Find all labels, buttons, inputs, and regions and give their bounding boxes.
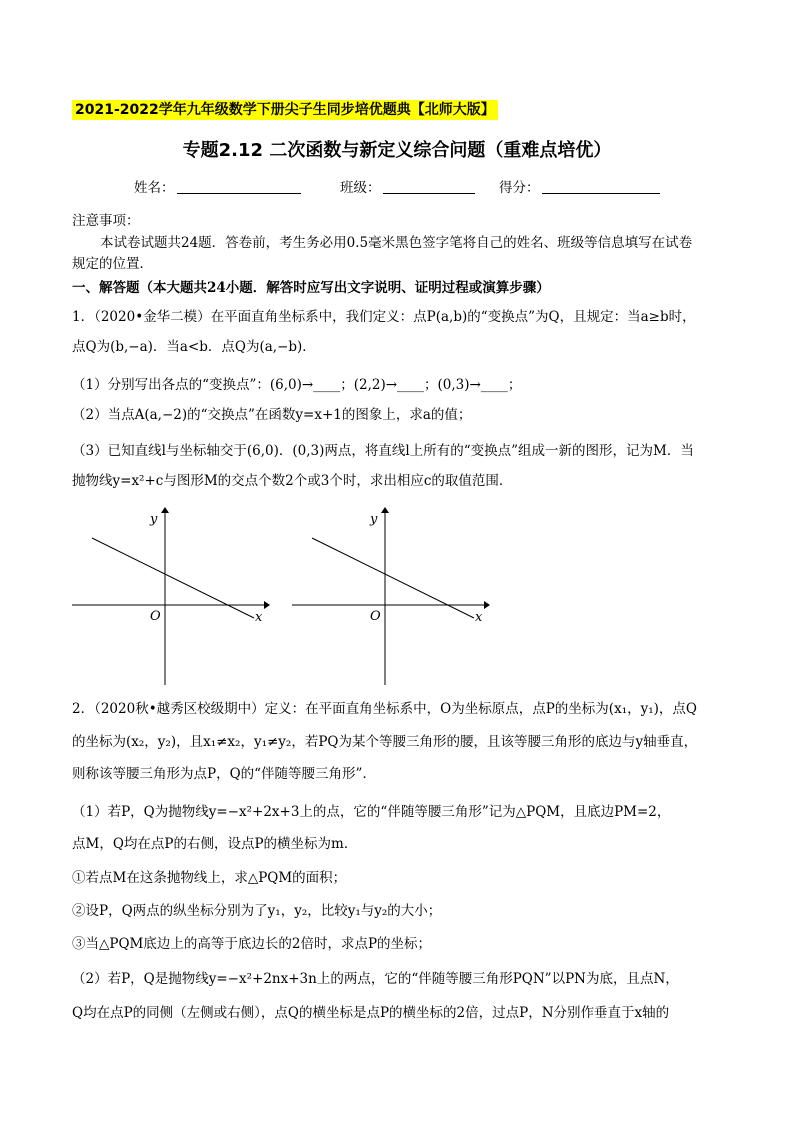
notice-line-2: 规定的位置．	[72, 256, 153, 272]
q1-line-1: 1．（2020•金华二模）在平面直角坐标系中，我们定义：点P(a,b)的“变换点”为Q，且规定：当a≥b时，	[72, 309, 696, 325]
q2-line-2: 的坐标为(x₂，y₂)，且x₁≠x₂，y₁≠y₂，若PQ为某个等腰三角形的腰，且该等腰三角形的底边与y轴垂直，	[72, 734, 698, 750]
line-l	[92, 538, 254, 618]
y-axis-arrow	[161, 507, 169, 513]
origin-label: O	[370, 609, 381, 624]
q1-line-2: 点Q为(b,−a)．当a<b．点Q为(a,−b)．	[72, 339, 316, 355]
q2-line-1: 2．（2020秋•越秀区校级期中）定义：在平面直角坐标系中，O为坐标原点，点P的坐标为(x₁，y₁)，点Q	[72, 701, 697, 717]
score-label: 得分：	[499, 180, 540, 196]
y-axis-label: y	[370, 512, 378, 527]
class-field[interactable]	[340, 176, 475, 196]
line-l	[312, 538, 474, 618]
q1-sub-3-line-1: （3）已知直线l与坐标轴交于(6,0)．(0,3)两点，将直线l上所有的“变换点”组成一新的图形，记为M．当	[72, 443, 694, 459]
notice-line-1: 本试卷试题共24题．答卷前，考生务必用0.5毫米黑色签字笔将自己的姓名、班级等信息填写在试卷	[100, 235, 693, 251]
q2-sub-1-line-2: 点M，Q均在点P的右侧，设点P的横坐标为m．	[72, 836, 358, 852]
name-field[interactable]	[134, 176, 301, 196]
q2-line-3: 则称该等腰三角形为点P，Q的“伴随等腰三角形”．	[72, 766, 376, 782]
coordinate-figure-1	[72, 505, 272, 685]
page-title: 专题2.12 二次函数与新定义综合问题（重难点培优）	[182, 140, 612, 161]
q2-item-1: ①若点M在这条抛物线上，求△PQM的面积；	[72, 870, 347, 886]
class-blank[interactable]	[383, 179, 475, 194]
class-label: 班级：	[340, 180, 381, 196]
score-blank[interactable]	[542, 179, 660, 194]
q2-sub-2-line-2: Q均在点P的同侧（左侧或右侧），点Q的横坐标是点P的横坐标的2倍，过点P，N分别作垂直于x轴的	[72, 1005, 670, 1021]
q2-item-3: ③当△PQM底边上的高等于底边长的2倍时，求点P的坐标；	[72, 936, 432, 952]
section-title: 一、解答题（本大题共24小题．解答时应写出文字说明、证明过程或演算步骤）	[72, 280, 550, 296]
q2-item-2: ②设P，Q两点的纵坐标分别为了y₁，y₂，比较y₁与y₂的大小；	[72, 903, 442, 919]
y-axis-arrow	[381, 507, 389, 513]
name-blank[interactable]	[177, 179, 301, 194]
score-field[interactable]	[499, 176, 660, 196]
coordinate-figure-2	[292, 505, 492, 685]
series-title: 2021-2022学年九年级数学下册尖子生同步培优题典【北师大版】	[72, 100, 498, 120]
name-label: 姓名：	[134, 180, 175, 196]
x-axis-label: x	[255, 610, 263, 625]
q2-sub-1-line-1: （1）若P，Q为抛物线y=−x²+2x+3上的点，它的“伴随等腰三角形”记为△PQM，且底边PM=2，	[72, 804, 671, 820]
notice-label: 注意事项：	[72, 213, 140, 229]
q1-sub-2: （2）当点A(a,−2)的“交换点”在函数y=x+1的图象上，求a的值；	[72, 407, 472, 423]
q1-sub-3-line-2: 抛物线y=x²+c与图形M的交点个数2个或3个时，求出相应c的取值范围．	[72, 473, 513, 489]
y-axis-label: y	[150, 512, 158, 527]
origin-label: O	[150, 609, 161, 624]
x-axis-arrow	[264, 601, 270, 609]
x-axis-label: x	[475, 610, 483, 625]
q1-sub-1: （1）分别写出各点的“变换点”：(6,0)→____；(2,2)→____；(0,3)→____；	[72, 377, 522, 393]
q2-sub-2-line-1: （2）若P，Q是抛物线y=−x²+2nx+3n上的两点，它的“伴随等腰三角形PQN”以PN为底，且点N，	[72, 971, 679, 987]
x-axis-arrow	[484, 601, 490, 609]
